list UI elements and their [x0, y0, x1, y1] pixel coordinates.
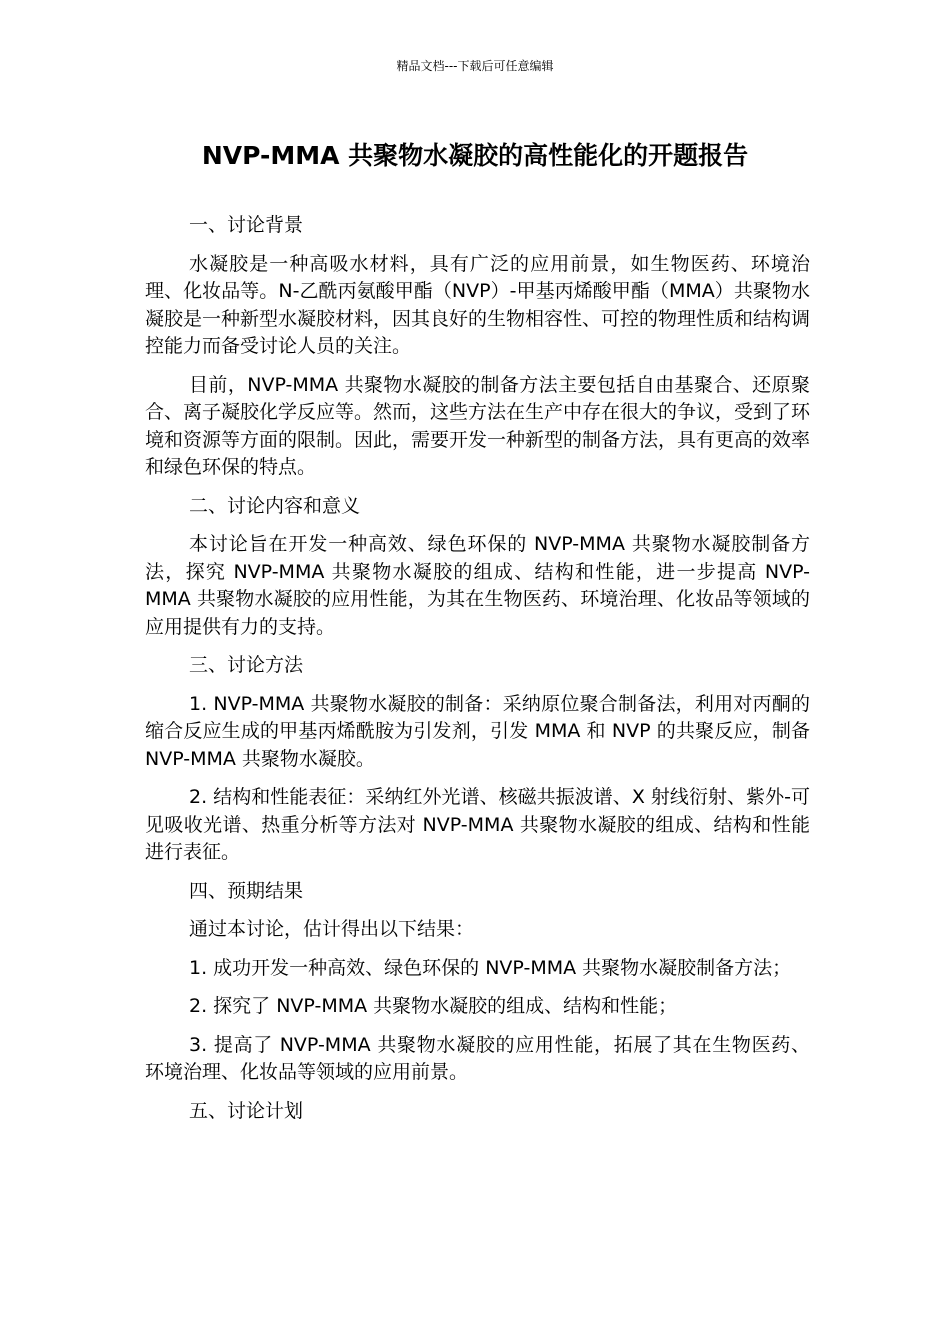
list-item: 1. 成功开发一种高效、绿色环保的 NVP-MMA 共聚物水凝胶制备方法； [189, 956, 792, 979]
body-paragraph: 本讨论旨在开发一种高效、绿色环保的 NVP-MMA 共聚物水凝胶制备方法，探究 NVP-MMA 共聚物水凝胶的组成、结构和性能，进一步提高 NVP-MMA 共聚物水凝胶的应用性能，为其在生物医药、环境治理、化妆品等领域的应用提供有力的支持。 [145, 533, 810, 638]
body-paragraph: 水凝胶是一种高吸水材料，具有广泛的应用前景，如生物医药、环境治理、化妆品等。N-乙酰丙氨酸甲酯（NVP）-甲基丙烯酸甲酯（MMA）共聚物水凝胶是一种新型水凝胶材料，因其良好的生物相容性、可控的物理性质和结构调控能力而备受讨论人员的关注。 [145, 252, 811, 357]
section-heading-method: 三、讨论方法 [189, 654, 304, 676]
section-heading-plan: 五、讨论计划 [189, 1099, 304, 1122]
list-item: 2. 探究了 NVP-MMA 共聚物水凝胶的组成、结构和性能； [189, 995, 678, 1017]
list-item: 3. 提高了 NVP-MMA 共聚物水凝胶的应用性能，拓展了其在生物医药、环境治理、化妆品等领域的应用前景。 [145, 1033, 810, 1083]
document-body [145, 212, 810, 1136]
body-paragraph: 通过本讨论，估计得出以下结果： [189, 918, 475, 940]
section-heading-content: 二、讨论内容和意义 [189, 494, 361, 517]
list-item: 1. NVP-MMA 共聚物水凝胶的制备：采纳原位聚合制备法，利用对丙酮的缩合反应生成的甲基丙烯酰胺为引发剂，引发 MMA 和 NVP 的共聚反应，制备 NVP-MMA 共聚物水凝胶。 [145, 692, 810, 770]
list-item: 2. 结构和性能表征：采纳红外光谱、核磁共振波谱、X 射线衍射、紫外-可见吸收光谱、热重分析等方法对 NVP-MMA 共聚物水凝胶的组成、结构和性能进行表征。 [145, 786, 810, 863]
section-heading-background: 一、讨论背景 [189, 214, 304, 236]
section-heading-results: 四、预期结果 [189, 879, 304, 902]
body-paragraph: 目前，NVP-MMA 共聚物水凝胶的制备方法主要包括自由基聚合、还原聚合、离子凝胶化学反应等。然而，这些方法在生产中存在很大的争议，受到了环境和资源等方面的限制。因此，需要开发一种新型的制备方法，具有更高的效率和绿色环保的特点。 [145, 373, 811, 478]
page-header-note: 精品文档---下载后可任意编辑 [396, 59, 554, 73]
document-title: NVP-MMA 共聚物水凝胶的高性能化的开题报告 [201, 141, 749, 170]
